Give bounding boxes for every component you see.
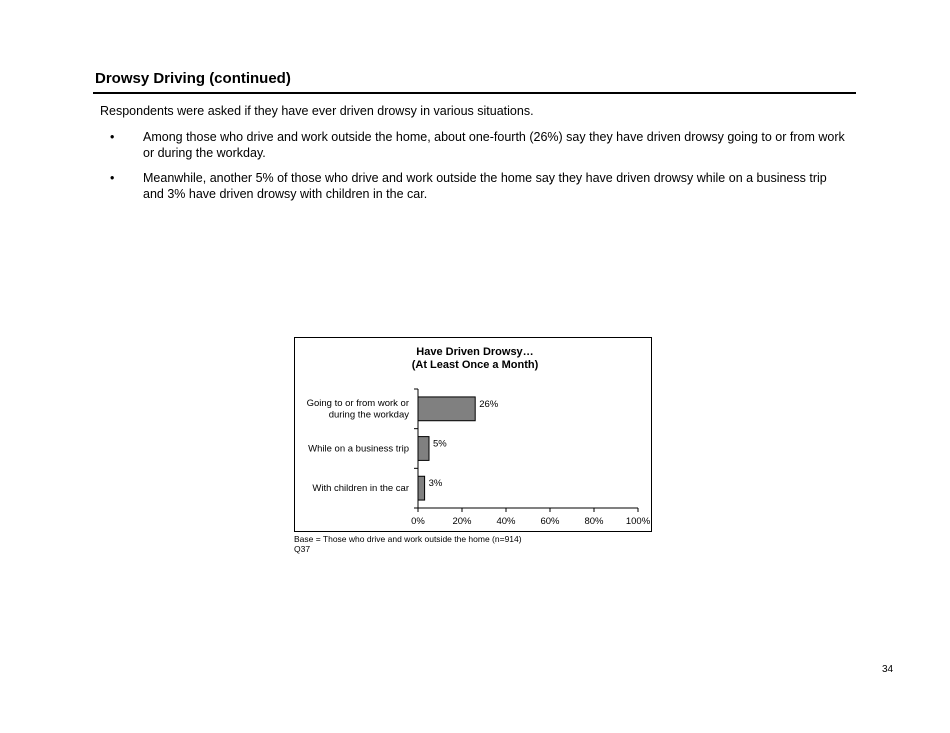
bar-value-label: 26% (479, 398, 499, 410)
category-label: during the workday (328, 409, 409, 421)
title-divider (93, 92, 856, 94)
x-tick-label: 80% (584, 516, 604, 527)
chart-title: Have Driven Drowsy… (416, 346, 534, 358)
page-title: Drowsy Driving (continued) (95, 70, 291, 87)
bullet-icon: • (110, 130, 115, 144)
finding-text: Among those who drive and work outside the home, about one-fourth (26%) say they have driven drowsy going to or from work or during the workday. (143, 130, 845, 160)
bar (418, 397, 475, 421)
finding-item (110, 171, 850, 202)
intro-text: Respondents were asked if they have ever driven drowsy in various situations. (100, 104, 534, 118)
bar (418, 437, 429, 461)
bar (418, 476, 425, 500)
question-ref: Q37 (294, 544, 311, 554)
x-tick-label: 20% (452, 516, 472, 527)
chart-subtitle: (At Least Once a Month) (411, 359, 539, 371)
findings-list (110, 130, 850, 212)
category-label: With children in the car (312, 483, 409, 495)
page-number: 34 (882, 664, 894, 675)
chart-base-note: Base = Those who drive and work outside the home (n=914) (294, 534, 522, 544)
category-label: Going to or from work or (306, 398, 409, 410)
bar-value-label: 5% (433, 438, 447, 450)
x-tick-label: 100% (625, 516, 651, 527)
finding-item (110, 130, 850, 161)
x-tick-label: 60% (540, 516, 560, 527)
bullet-icon: • (110, 171, 115, 185)
finding-text: Meanwhile, another 5% of those who drive and work outside the home say they have driven drowsy while on a business trip and 3% have driven drowsy with children in the car. (143, 171, 827, 201)
x-tick-label: 0% (411, 516, 425, 527)
x-tick-label: 40% (496, 516, 516, 527)
bar-chart (295, 338, 653, 533)
bar-value-label: 3% (428, 478, 443, 490)
chart-frame (294, 337, 652, 532)
category-label: While on a business trip (308, 443, 409, 455)
